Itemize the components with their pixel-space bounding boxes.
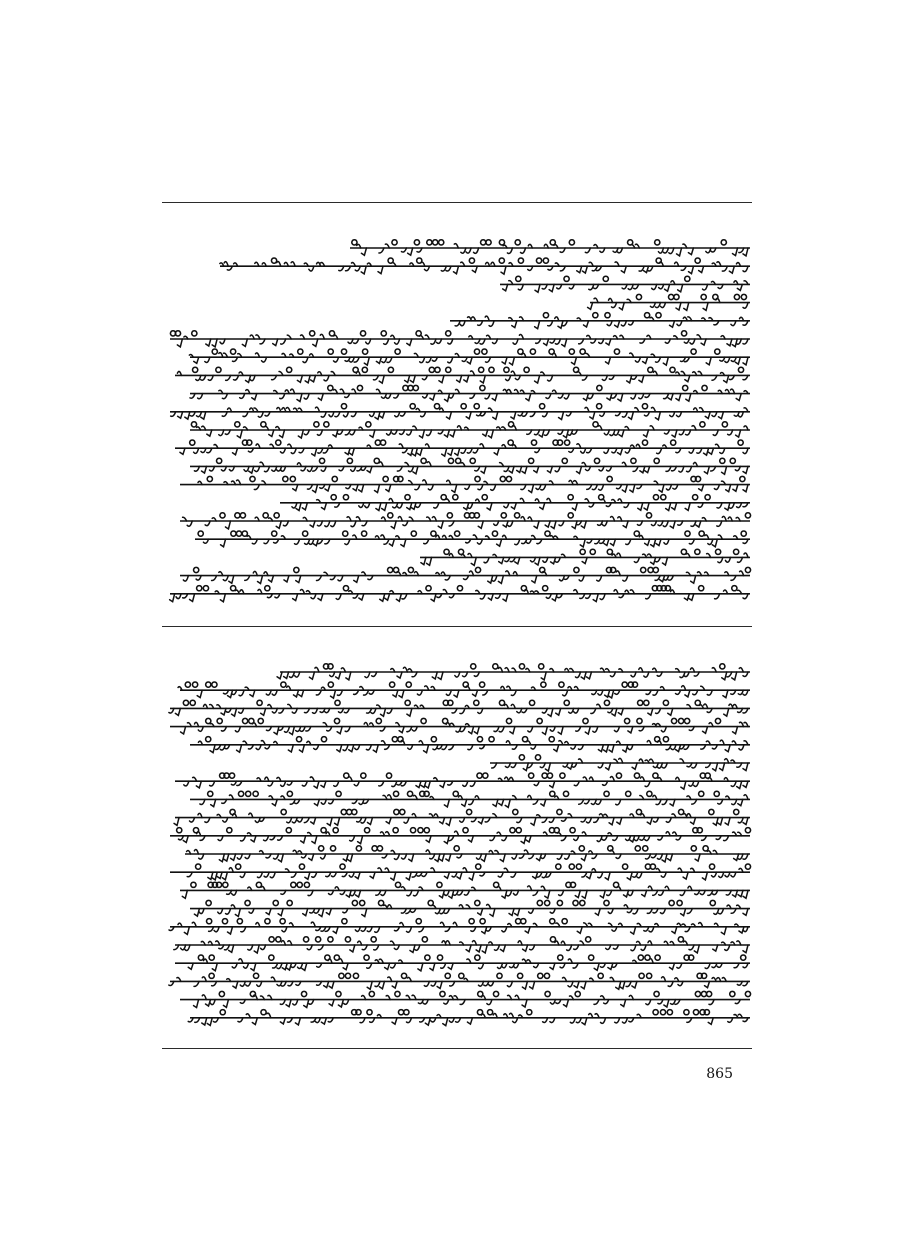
text-line [169,973,750,989]
text-line [190,458,750,474]
page-number: 865 [706,1066,733,1082]
text-line [420,549,750,565]
upper-mongolian-text [162,236,752,606]
text-line [188,1010,750,1026]
text-line [280,495,750,511]
text-line [169,700,750,716]
text-line [170,404,750,420]
text-line [190,385,750,401]
text-line [190,737,750,753]
bottom-rule [162,1048,752,1049]
text-line [180,476,750,492]
text-line [174,809,750,825]
text-line [170,586,750,602]
text-line [190,422,750,438]
text-line [170,864,751,880]
text-line [195,531,750,547]
text-line [174,937,750,953]
text-line [169,919,750,935]
text-line [500,276,750,292]
text-line [189,349,750,365]
text-line [180,882,750,898]
text-line [190,900,750,916]
lower-mongolian-text [162,660,752,1030]
text-line [588,294,750,310]
text-line [185,846,750,862]
text-line [180,513,751,529]
text-line [175,440,750,456]
text-line [490,755,750,771]
text-line [170,331,750,347]
text-line [190,791,750,807]
text-line [180,991,751,1007]
text-line [175,773,750,789]
text-line [450,313,750,329]
top-rule [162,202,752,203]
text-line [175,955,750,971]
text-line [170,718,750,734]
text-line [277,664,750,680]
text-line [178,682,750,698]
text-line [170,828,751,844]
upper-text-block [162,236,752,606]
text-line [175,367,750,383]
text-line [180,567,751,583]
text-line [220,258,750,274]
middle-rule [162,626,752,627]
lower-text-block [162,660,752,1030]
text-line [350,240,750,256]
